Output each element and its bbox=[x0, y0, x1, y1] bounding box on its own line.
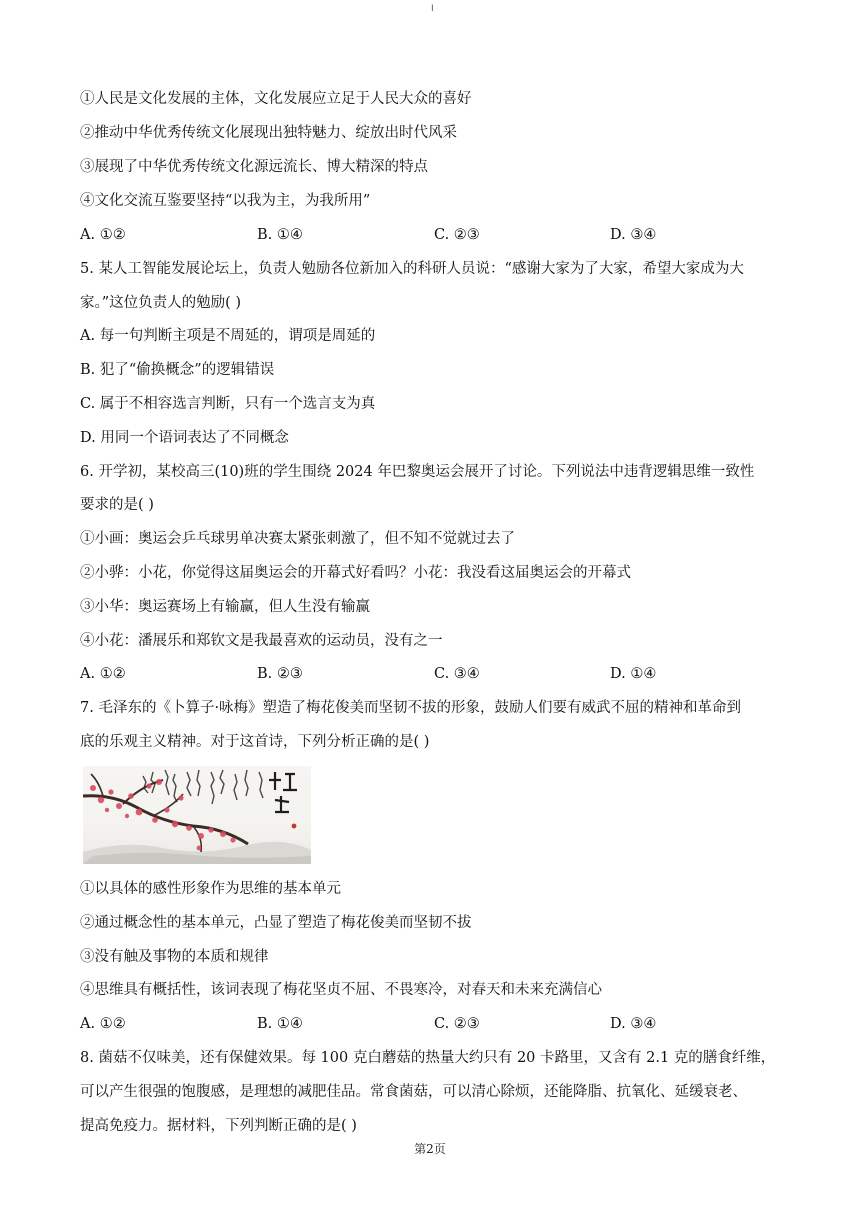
q5-option-b: B. 犯了“偷换概念”的逻辑错误 bbox=[80, 362, 275, 378]
q6-item-4: ④小花：潘展乐和郑钦文是我最喜欢的运动员，没有之一 bbox=[80, 633, 443, 649]
q5-option-a: A. 每一句判断主项是不周延的，谓项是周延的 bbox=[80, 328, 376, 344]
q6-option-b: B. ②③ bbox=[257, 666, 303, 682]
q6-option-d: D. ①④ bbox=[610, 666, 657, 682]
q6-item-3: ③小华：奥运赛场上有输赢，但人生没有输赢 bbox=[80, 599, 370, 615]
plum-blossom-painting bbox=[83, 766, 311, 864]
q4-item-3: ③展现了中华优秀传统文化源远流长、博大精深的特点 bbox=[80, 159, 428, 175]
q7-option-d: D. ③④ bbox=[610, 1016, 657, 1032]
q7-item-4: ④思维具有概括性，该词表现了梅花坚贞不屈、不畏寒冷，对春天和未来充满信心 bbox=[80, 982, 602, 998]
q6-stem-line-2: 要求的是( ) bbox=[80, 497, 154, 513]
q7-option-c: C. ②③ bbox=[434, 1016, 480, 1032]
q5-option-c: C. 属于不相容选言判断，只有一个选言支为真 bbox=[80, 396, 376, 412]
page-number: 第2页 bbox=[414, 1142, 446, 1156]
q7-option-b: B. ①④ bbox=[257, 1016, 303, 1032]
q6-item-2: ②小骅：小花，你觉得这届奥运会的开幕式好看吗？小花：我没看这届奥运会的开幕式 bbox=[80, 565, 631, 581]
q8-stem-line-3: 提高免疫力。据材料，下列判断正确的是( ) bbox=[80, 1118, 357, 1134]
q8-stem-line-1: 8. 菌菇不仅味美，还有保健效果。每 100 克白蘑菇的热量大约只有 20 卡路里，又含有 2.1 克的膳食纤维， bbox=[80, 1050, 776, 1066]
q6-option-c: C. ③④ bbox=[434, 666, 480, 682]
header-mark: I bbox=[431, 4, 434, 14]
q4-option-d: D. ③④ bbox=[610, 227, 657, 243]
q4-option-c: C. ②③ bbox=[434, 227, 480, 243]
q4-option-a: A. ①② bbox=[80, 227, 126, 243]
q7-option-a: A. ①② bbox=[80, 1016, 126, 1032]
q5-option-d: D. 用同一个语词表达了不同概念 bbox=[80, 430, 289, 446]
q5-stem-line-1: 5. 某人工智能发展论坛上，负责人勉励各位新加入的科研人员说：“感谢大家为了大家，希望大家成为大 bbox=[80, 261, 744, 277]
q4-item-4: ④文化交流互鉴要坚持“以我为主，为我所用” bbox=[80, 193, 371, 209]
q7-stem-line-2: 底的乐观主义精神。对于这首诗，下列分析正确的是( ) bbox=[80, 734, 430, 750]
q6-item-1: ①小画：奥运会乒乓球男单决赛太紧张刺激了，但不知不觉就过去了 bbox=[80, 531, 515, 547]
q7-item-2: ②通过概念性的基本单元，凸显了塑造了梅花俊美而坚韧不拔 bbox=[80, 915, 472, 931]
q7-item-1: ①以具体的感性形象作为思维的基本单元 bbox=[80, 881, 341, 897]
q7-item-3: ③没有触及事物的本质和规律 bbox=[80, 949, 269, 965]
q4-item-2: ②推动中华优秀传统文化展现出独特魅力、绽放出时代风采 bbox=[80, 125, 457, 141]
plum-blossom-painting-art bbox=[83, 766, 311, 864]
q7-stem-line-1: 7. 毛泽东的《卜算子·咏梅》塑造了梅花俊美而坚韧不拔的形象，鼓励人们要有威武不屈的精神和革命到 bbox=[80, 700, 742, 716]
q5-stem-line-2: 家。”这位负责人的勉励( ) bbox=[80, 295, 242, 311]
q8-stem-line-2: 可以产生很强的饱腹感，是理想的减肥佳品。常食菌菇，可以清心除烦，还能降脂、抗氧化、延缓衰老、 bbox=[80, 1084, 747, 1100]
q4-option-b: B. ①④ bbox=[257, 227, 303, 243]
q6-option-a: A. ①② bbox=[80, 666, 126, 682]
q4-item-1: ①人民是文化发展的主体，文化发展应立足于人民大众的喜好 bbox=[80, 91, 472, 107]
q6-stem-line-1: 6. 开学初，某校高三(10)班的学生围绕 2024 年巴黎奥运会展开了讨论。下列说法中违背逻辑思维一致性 bbox=[80, 464, 755, 480]
